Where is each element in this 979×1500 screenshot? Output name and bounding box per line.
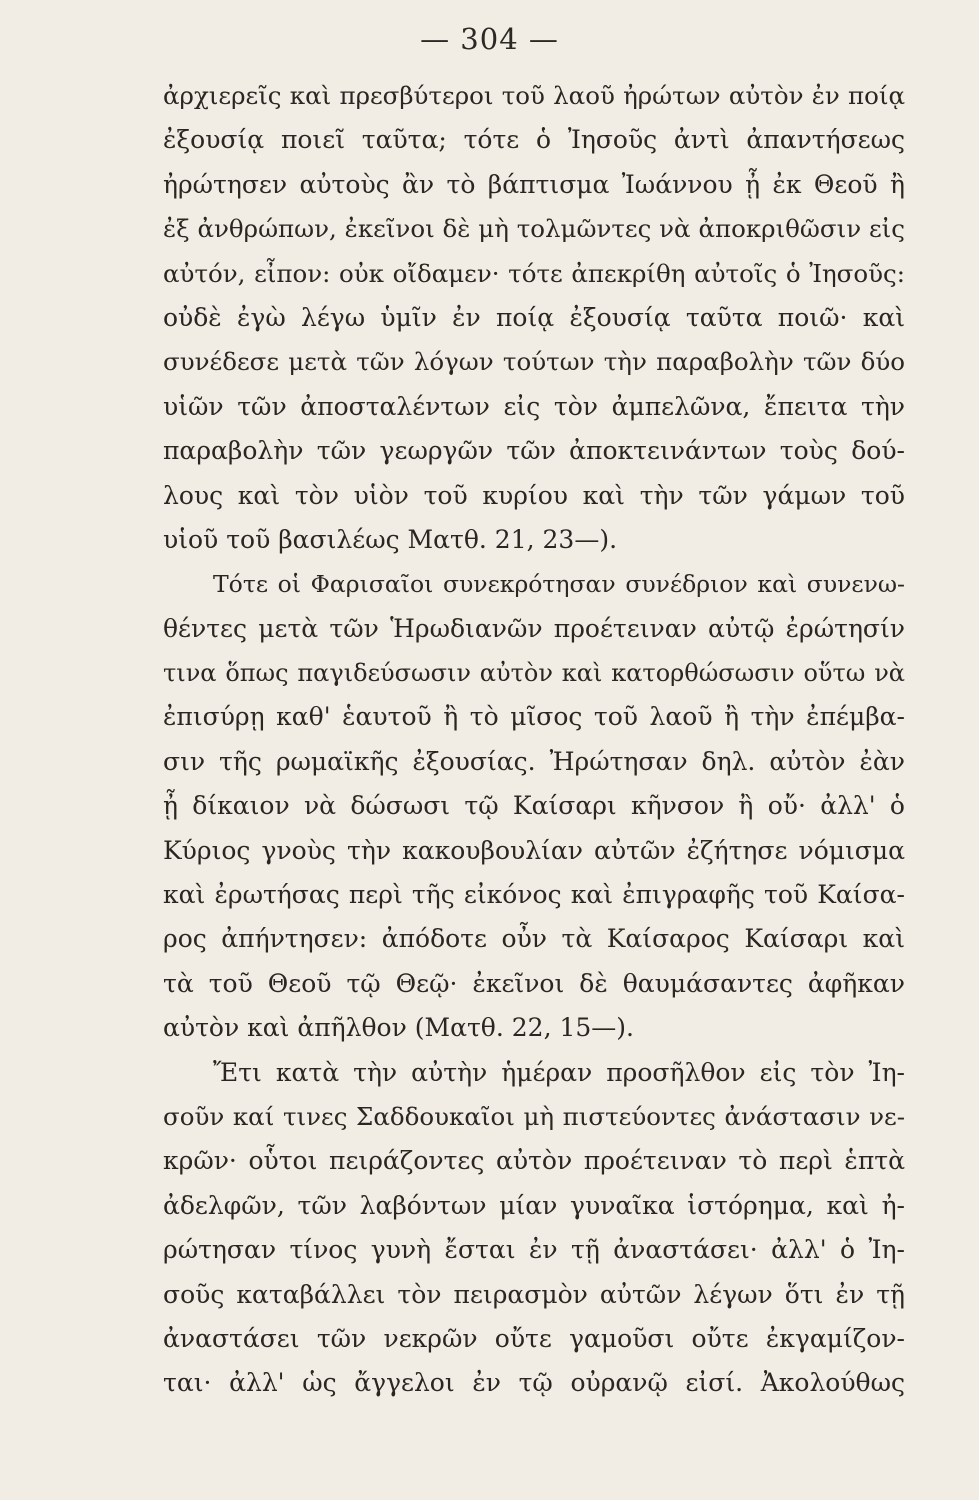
body-text	[163, 74, 905, 1406]
text-line: ἐξουσίᾳ ποιεῖ ταῦτα; τότε ὁ Ἰησοῦς ἀντὶ ἀπαντήσεως	[163, 125, 905, 155]
text-line: λους καὶ τὸν υἱὸν τοῦ κυρίου καὶ τὴν τῶν γάμων τοῦ	[163, 480, 905, 510]
text-line: ται· ἀλλ' ὡς ἄγγελοι ἐν τῷ οὐρανῷ εἰσί. Ἀκολούθως	[163, 1368, 905, 1398]
text-line: Τότε οἱ Φαρισαῖοι συνεκρότησαν συνέδριον καὶ συνενω-	[213, 570, 905, 599]
text-line: ρος ἀπήντησεν: ἀπόδοτε οὖν τὰ Καίσαρος Καίσαρι καὶ	[163, 924, 905, 954]
page-number: — 304 —	[420, 22, 559, 56]
text-line: θέντες μετὰ τῶν Ἡρωδιανῶν προέτειναν αὐτῷ ἐρώτησίν	[163, 613, 905, 643]
text-line: σιν τῆς ρωμαϊκῆς ἐξουσίας. Ἠρώτησαν δηλ. αὐτὸν ἐὰν	[163, 746, 905, 776]
text-line: συνέδεσε μετὰ τῶν λόγων τούτων τὴν παραβολὴν τῶν δύο	[163, 347, 905, 377]
text-line: υἱῶν τῶν ἀποσταλέντων εἰς τὸν ἀμπελῶνα, ἔπειτα τὴν	[163, 391, 905, 421]
text-line: κρῶν· οὗτοι πειράζοντες αὐτὸν προέτειναν τὸ περὶ ἑπτὰ	[163, 1146, 905, 1176]
text-line: ἐξ ἀνθρώπων, ἐκεῖνοι δὲ μὴ τολμῶντες νὰ ἀποκριθῶσιν εἰς	[163, 214, 905, 244]
text-line: Ἔτι κατὰ τὴν αὐτὴν ἡμέραν προσῆλθον εἰς τὸν Ἰη-	[213, 1057, 905, 1087]
text-line: ἀδελφῶν, τῶν λαβόντων μίαν γυναῖκα ἱστόρημα, καὶ ἠ-	[163, 1190, 905, 1220]
text-line: αὐτόν, εἶπον: οὐκ οἴδαμεν· τότε ἀπεκρίθη αὐτοῖς ὁ Ἰησοῦς:	[163, 258, 905, 288]
text-line: σοῦς καταβάλλει τὸν πειρασμὸν αὐτῶν λέγων ὅτι ἐν τῇ	[163, 1279, 905, 1309]
text-line: ᾖ δίκαιον νὰ δώσωσι τῷ Καίσαρι κῆνσον ἢ οὔ· ἀλλ' ὁ	[163, 791, 905, 821]
text-line: υἱοῦ τοῦ βασιλέως Ματθ. 21, 23—).	[163, 524, 618, 554]
text-line: τινα ὅπως παγιδεύσωσιν αὐτὸν καὶ κατορθώσωσιν οὕτω νὰ	[163, 659, 905, 688]
text-line: ἀρχιερεῖς καὶ πρεσβύτεροι τοῦ λαοῦ ἠρώτων αὐτὸν ἐν ποίᾳ	[163, 81, 905, 110]
text-line: Κύριος γνοὺς τὴν κακουβουλίαν αὐτῶν ἐζήτησε νόμισμα	[163, 835, 905, 865]
text-line: οὐδὲ ἐγὼ λέγω ὑμῖν ἐν ποίᾳ ἐξουσίᾳ ταῦτα ποιῶ· καὶ	[163, 302, 905, 332]
text-line: σοῦν καί τινες Σαδδουκαῖοι μὴ πιστεύοντες ἀνάστασιν νε-	[163, 1101, 905, 1131]
text-line: αὐτὸν καὶ ἀπῆλθον (Ματθ. 22, 15—).	[163, 1013, 634, 1043]
text-line: ρώτησαν τίνος γυνὴ ἔσται ἐν τῇ ἀναστάσει· ἀλλ' ὁ Ἰη-	[163, 1235, 905, 1265]
text-line: ἐπισύρῃ καθ' ἑαυτοῦ ἢ τὸ μῖσος τοῦ λαοῦ ἢ τὴν ἐπέμβα-	[163, 702, 905, 732]
text-line: ἀναστάσει τῶν νεκρῶν οὔτε γαμοῦσι οὔτε ἐκγαμίζον-	[163, 1323, 905, 1353]
text-line: ἠρώτησεν αὐτοὺς ἂν τὸ βάπτισμα Ἰωάννου ᾖ ἐκ Θεοῦ ἢ	[163, 169, 905, 199]
text-line: καὶ ἐρωτήσας περὶ τῆς εἰκόνος καὶ ἐπιγραφῆς τοῦ Καίσα-	[163, 880, 905, 910]
text-line: παραβολὴν τῶν γεωργῶν τῶν ἀποκτεινάντων τοὺς δού-	[163, 436, 905, 466]
text-line: τὰ τοῦ Θεοῦ τῷ Θεῷ· ἐκεῖνοι δὲ θαυμάσαντες ἀφῆκαν	[163, 968, 905, 998]
